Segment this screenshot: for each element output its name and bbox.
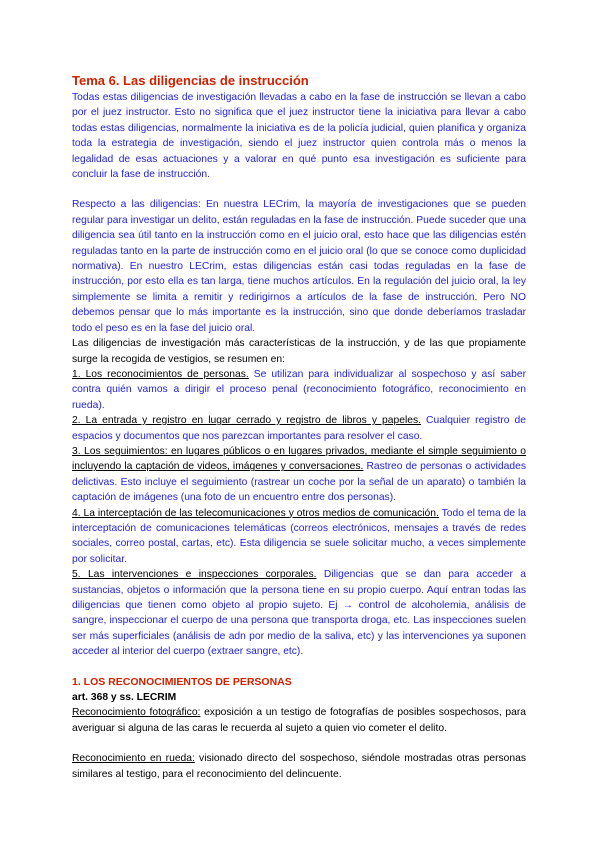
list-item-3 bbox=[72, 444, 526, 506]
lead-paragraph: Las diligencias de investigación más características de la instrucción, y de las que propiamente surge la recogida de vestigios, se resumen en: bbox=[72, 338, 526, 365]
section-article: art. 368 y ss. LECRIM bbox=[72, 692, 177, 704]
document-content bbox=[72, 72, 526, 782]
foto-label: Reconocimiento fotográfico: bbox=[72, 707, 201, 719]
list-item-text: Se utilizan para individualizar al sospechoso y así saber contra quién vamos a dirigir el proceso penal (reconocimiento fotográfico, reconocimiento en rueda). bbox=[72, 368, 526, 411]
rueda-text: visionado directo del sospechoso, siéndole mostradas otras personas similares al testigo, para el reconocimiento del delincuente. bbox=[72, 753, 526, 780]
list-item-4 bbox=[72, 506, 526, 568]
spacer bbox=[72, 182, 526, 197]
list-item-2 bbox=[72, 413, 526, 444]
intro-paragraph: Todas estas diligencias de investigación llevadas a cabo en la fase de instrucción se llevan a cabo por el juez instructor. Esto no significa que el juez instructor tiene la iniciativa para llevar a cabo todas estas diligencias, normalmente la iniciativa es de la policía judicial, quien planifica y organiza toda la estrategia de investigación, siendo el juez instructor quien controla más o menos la legalidad de esas actuaciones y a valorar en qué punto esa investigación es suficiente para concluir la fase de instrucción. bbox=[72, 92, 526, 181]
list-item-5 bbox=[72, 567, 526, 659]
foto-paragraph bbox=[72, 705, 526, 736]
list-item-label: 5. Las intervenciones e inspecciones corporales. bbox=[72, 569, 317, 581]
list-item-label: 1. Los reconocimientos de personas. bbox=[72, 368, 249, 380]
list-item-label: 3. Los seguimientos: en lugares públicos o en lugares privados, mediante el simple seguimiento o incluyendo la captación de videos, imágenes y conversaciones. bbox=[72, 445, 526, 473]
list-item-text: Diligencias que se dan para acceder a sustancias, objetos o información que la persona tiene en su propio cuerpo. Aquí entran todas las diligencias que tienen como objeto al propio sujeto. Ej → control de alcoholemia, análisis de sangre, inspeccionar el cuerpo de una persona que transporta droga, etc. Las inspecciones suelen ser más superficiales (análisis de adn por medio de la saliva, etc) y las intervenciones ya suponen acceder al interior del cuerpo (extraer sangre, etc). bbox=[72, 569, 526, 658]
list-item-label: 4. La interceptación de las telecomunicaciones y otros medios de comunicación. bbox=[72, 507, 439, 519]
list-item-1 bbox=[72, 367, 526, 413]
list-item-text: Cualquier registro de espacios y documentos que nos parezcan importantes para resolver el caso. bbox=[72, 415, 526, 442]
spacer bbox=[72, 660, 526, 675]
rueda-paragraph bbox=[72, 751, 526, 782]
list-item-text: Rastreo de personas o actividades delictivas. Esto incluye el seguimiento (rastrear un coche por la señal de un aparato) o también la captación de imágenes (una foto de un encuentro entre dos personas). bbox=[72, 461, 526, 504]
rueda-label: Reconocimiento en rueda: bbox=[72, 753, 195, 765]
foto-text: exposición a un testigo de fotografías de posibles sospechosos, para averiguar si alguna de las caras le recuerda al sujeto a quien vio cometer el delito. bbox=[72, 707, 526, 734]
respecto-paragraph: Respecto a las diligencias: En nuestra LECrim, la mayoría de investigaciones que se pueden regular para investigar un delito, están reguladas en la fase de instrucción. Puede suceder que una diligencia sea útil tanto en la instrucción como en el juicio oral, esto hace que las diligencias estén reguladas tanto en la parte de instrucción como en el juicio oral (lo que se conoce como duplicidad normativa). En nuestro LECrim, estas diligencias están casi todas reguladas en la fase de instrucción, por esto ella es tan larga, tiene muchos artículos. En la regulación del juicio oral, la ley simplemente se limita a remitir y redirigirnos a artículos de la fase de instrucción. Pero NO debemos pensar que lo más importante es la instrucción, sino que donde deberíamos trasladar todo el peso es en la fase del juicio oral. bbox=[72, 199, 526, 334]
document-title: Tema 6. Las diligencias de instrucción bbox=[72, 73, 309, 88]
list-item-label: 2. La entrada y registro en lugar cerrado y registro de libros y papeles. bbox=[72, 415, 421, 427]
section-heading: 1. LOS RECONOCIMIENTOS DE PERSONAS bbox=[72, 675, 292, 688]
spacer bbox=[72, 736, 526, 751]
list-item-text: Todo el tema de la interceptación de comunicaciones telemáticas (correos electrónicos, mensajes a través de redes sociales, correo postal, cartas, etc). Esta diligencia se suele solicitar mucho, a veces simplemente por solicitar. bbox=[72, 507, 526, 565]
